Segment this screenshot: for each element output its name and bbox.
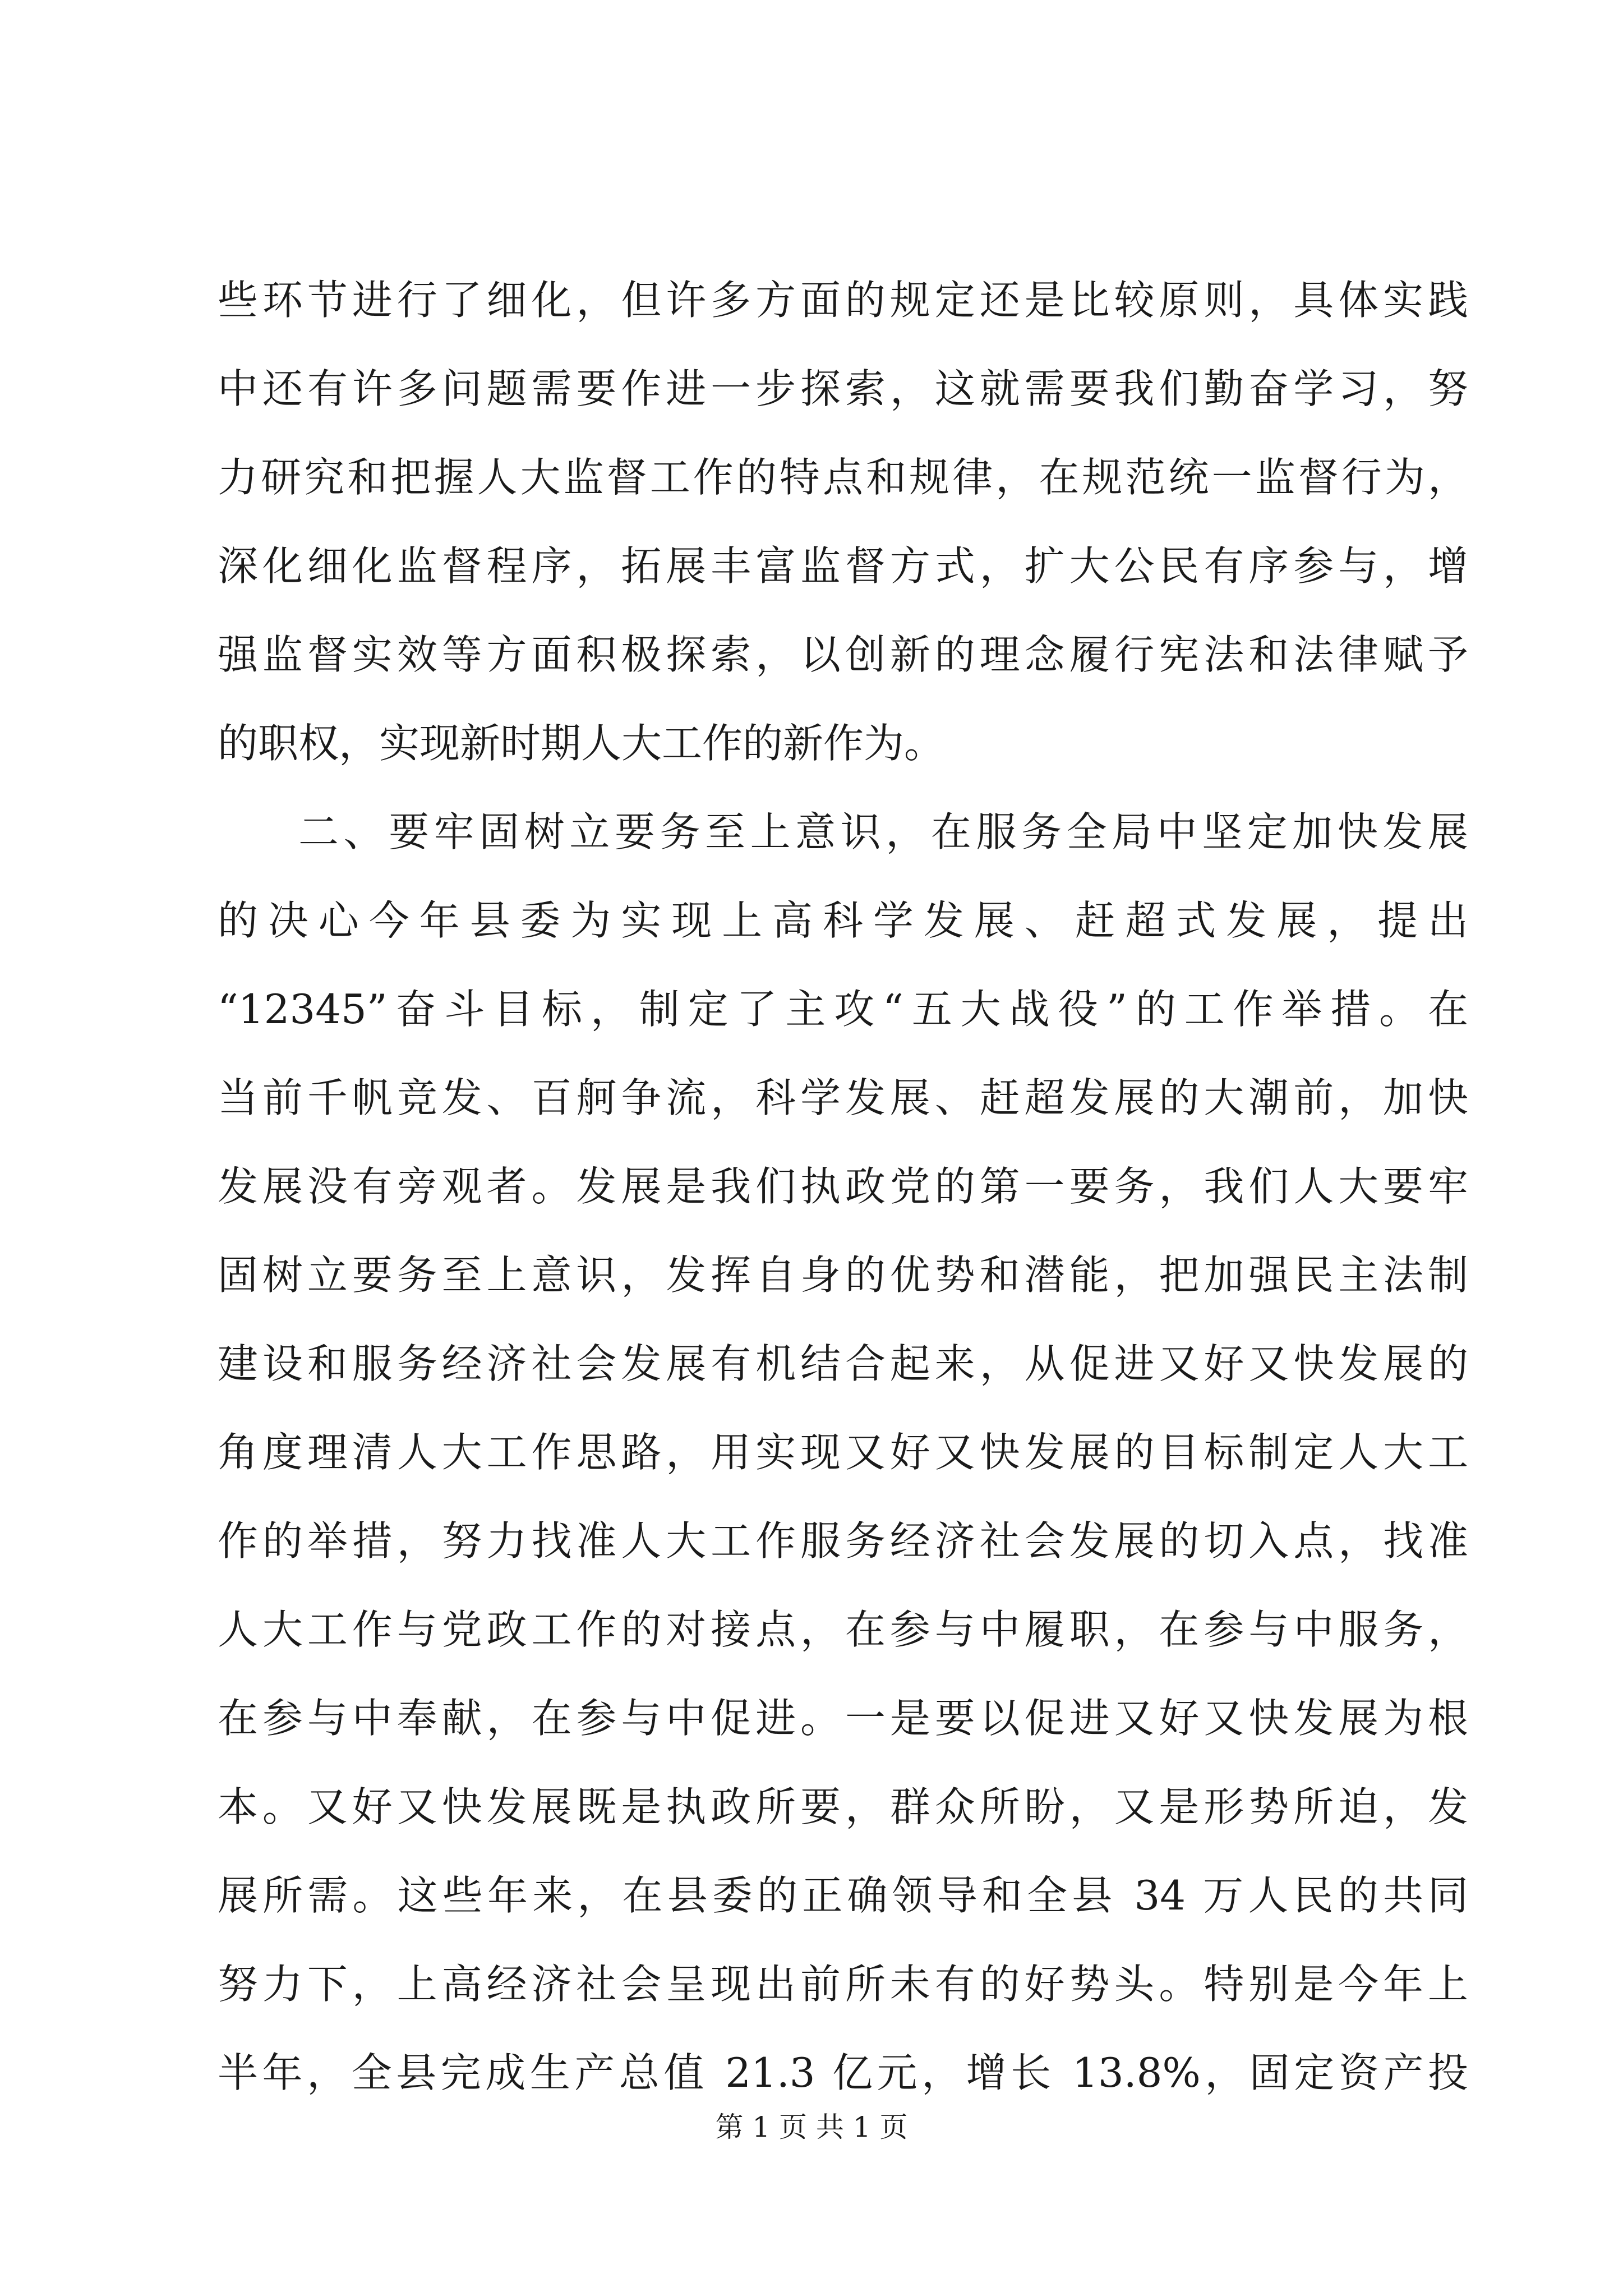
text-line-5: 强监督实效等方面积极探索，以创新的理念履行宪法和法律赋予 (218, 631, 1468, 678)
text-line-6: 的职权，实现新时期人大工作的新作为。 (218, 720, 945, 767)
text-line-11: 发展没有旁观者。发展是我们执政党的第一要务，我们人大要牢 (218, 1163, 1468, 1210)
text-line-9: “12345”奋斗目标，制定了主攻“五大战役”的工作举措。在 (218, 986, 1468, 1033)
text-line-1: 些环节进行了细化，但许多方面的规定还是比较原则，具体实践 (218, 277, 1468, 324)
text-line-4: 深化细化监督程序，拓展丰富监督方式，扩大公民有序参与，增 (218, 542, 1468, 590)
text-line-20: 努力下，上高经济社会呈现出前所未有的好势头。特别是今年上 (218, 1961, 1468, 2008)
text-line-13: 建设和服务经济社会发展有机结合起来，从促进又好又快发展的 (218, 1340, 1468, 1387)
page-number-footer: 第 1 页 共 1 页 (715, 2111, 908, 2143)
text-line-21: 半年，全县完成生产总值 21.3 亿元，增长 13.8%，固定资产投 (218, 2049, 1468, 2096)
text-line-15: 作的举措，努力找准人大工作服务经济社会发展的切入点，找准 (218, 1517, 1468, 1565)
text-line-8: 的决心今年县委为实现上高科学发展、赶超式发展，提出 (218, 897, 1468, 944)
text-line-14: 角度理清人大工作思路，用实现又好又快发展的目标制定人大工 (218, 1429, 1468, 1476)
text-line-17: 在参与中奉献，在参与中促进。一是要以促进又好又快发展为根 (218, 1695, 1468, 1742)
text-line-7: 二、要牢固树立要务至上意识，在服务全局中坚定加快发展 (298, 808, 1468, 855)
text-line-18: 本。又好又快发展既是执政所要，群众所盼，又是形势所迫，发 (218, 1783, 1468, 1830)
text-line-3: 力研究和把握人大监督工作的特点和规律，在规范统一监督行为， (218, 454, 1468, 501)
text-line-10: 当前千帆竞发、百舸争流，科学发展、赶超发展的大潮前，加快 (218, 1074, 1468, 1121)
text-line-2: 中还有许多问题需要作进一步探索，这就需要我们勤奋学习，努 (218, 365, 1468, 412)
text-line-19: 展所需。这些年来，在县委的正确领导和全县 34 万人民的共同 (218, 1872, 1468, 1919)
document-body (218, 256, 1468, 2117)
text-line-12: 固树立要务至上意识，发挥自身的优势和潜能，把加强民主法制 (218, 1251, 1468, 1299)
text-line-16: 人大工作与党政工作的对接点，在参与中履职，在参与中服务， (218, 1606, 1468, 1653)
